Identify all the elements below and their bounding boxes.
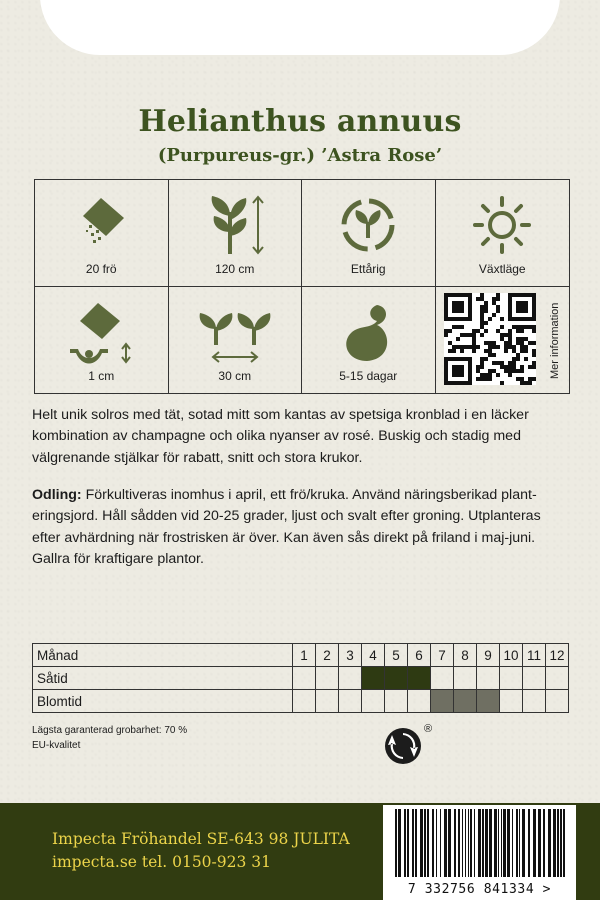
- sowing-month-7: [431, 667, 454, 690]
- bloom-month-12: [546, 690, 569, 713]
- germination-icon: [333, 299, 403, 369]
- more-info-label: Mer information: [549, 302, 561, 379]
- month-9: 9: [477, 644, 500, 667]
- spacing-label: 30 cm: [218, 369, 252, 383]
- bloom-month-8: [454, 690, 477, 713]
- month-2: 2: [316, 644, 339, 667]
- info-cell-height: [169, 180, 303, 287]
- sowing-row: [33, 667, 569, 690]
- sowing-month-12: [546, 667, 569, 690]
- height-label: 120 cm: [215, 261, 255, 276]
- bloom-month-9: [477, 690, 500, 713]
- germination-label: 5-15 dagar: [339, 369, 398, 383]
- cultivation-body: Förkultiveras inomhus i april, ett frö/kruka. Använd näringsberikad planteringsjord. Håll sådden vid 20-25 grader, ljust och svalt efter groning. Utplanteras efter avhärdning när frostrisken är över. Kan även sås direkt på friland i maj-juni. Gallra för kraftigare plantor.: [32, 487, 541, 567]
- sowing-month-2: [316, 667, 339, 690]
- bloom-month-11: [523, 690, 546, 713]
- month-8: 8: [454, 644, 477, 667]
- bloom-month-1: [293, 690, 316, 713]
- depth-label: 1 cm: [88, 369, 115, 383]
- calendar-header-row: [33, 644, 569, 667]
- info-cell-annual: [302, 180, 436, 287]
- lifecycle-label: Ettårig: [350, 261, 386, 276]
- bloom-month-6: [408, 690, 431, 713]
- info-cell-germination: [302, 287, 436, 394]
- sowing-month-4: [362, 667, 385, 690]
- seed-packet-icon: [66, 192, 136, 262]
- month-4: 4: [362, 644, 385, 667]
- sowing-month-1: [293, 667, 316, 690]
- sowing-calendar: [32, 643, 569, 713]
- sowing-month-5: [385, 667, 408, 690]
- bloom-month-7: [431, 690, 454, 713]
- bloom-row: [33, 690, 569, 713]
- month-7: 7: [431, 644, 454, 667]
- position-label: Växtläge: [478, 261, 526, 276]
- barcode-bars: [383, 805, 576, 880]
- sowing-month-3: [339, 667, 362, 690]
- month-6: 6: [408, 644, 431, 667]
- plant-height-icon: [200, 192, 270, 262]
- barcode-digits: 7 332756 841334 >: [407, 882, 552, 897]
- cultivation-label: Odling:: [32, 487, 82, 503]
- sowing-month-10: [500, 667, 523, 690]
- sowing-month-6: [408, 667, 431, 690]
- qr-code-icon[interactable]: [444, 293, 536, 385]
- bloom-month-10: [500, 690, 523, 713]
- bloom-label: Blomtid: [33, 690, 293, 713]
- info-cell-depth: [35, 287, 169, 394]
- company-contact: impecta.se tel. 0150-923 31: [52, 853, 272, 871]
- month-header-label: Månad: [33, 644, 293, 667]
- sowing-depth-icon: [56, 299, 146, 369]
- bloom-month-2: [316, 690, 339, 713]
- month-12: 12: [546, 644, 569, 667]
- info-cell-seeds: [35, 180, 169, 287]
- sun-icon: [467, 192, 537, 262]
- bloom-month-4: [362, 690, 385, 713]
- sowing-label: Såtid: [33, 667, 293, 690]
- variety-subtitle: (Purpureus-gr.) ’Astra Rose’: [157, 145, 443, 166]
- bloom-month-3: [339, 690, 362, 713]
- annual-cycle-icon: [333, 192, 403, 262]
- green-dot-recycling-icon: [384, 727, 422, 765]
- month-11: 11: [523, 644, 546, 667]
- info-grid: [34, 179, 570, 394]
- cultivation-text: [32, 485, 572, 570]
- sowing-month-11: [523, 667, 546, 690]
- info-cell-position: [436, 180, 570, 287]
- barcode: [383, 805, 576, 900]
- registered-mark: ®: [424, 723, 433, 735]
- sowing-month-9: [477, 667, 500, 690]
- month-10: 10: [500, 644, 523, 667]
- info-cell-qr[interactable]: [436, 287, 570, 394]
- sowing-month-8: [454, 667, 477, 690]
- description-text: Helt unik solros med tät, sotad mitt som kantas av spetsiga kronblad i en läcker kombination av champagne och olika nyanser av rosé. Buskig och stadig med välgrenande stjälkar för rabatt, snitt och stora krukor.: [32, 407, 529, 466]
- month-5: 5: [385, 644, 408, 667]
- month-1: 1: [293, 644, 316, 667]
- page-title: Helianthus annuus: [138, 104, 462, 139]
- quality-note: EU-kvalitet: [32, 740, 81, 751]
- info-cell-spacing: [169, 287, 303, 394]
- hang-hole: [40, 0, 560, 55]
- bloom-month-5: [385, 690, 408, 713]
- germination-guarantee: Lägsta garanterad grobarhet: 70 %: [32, 725, 188, 736]
- seed-count-label: 20 frö: [85, 261, 117, 276]
- company-address: Impecta Fröhandel SE-643 98 JULITA: [52, 830, 350, 848]
- plant-spacing-icon: [190, 299, 280, 369]
- month-3: 3: [339, 644, 362, 667]
